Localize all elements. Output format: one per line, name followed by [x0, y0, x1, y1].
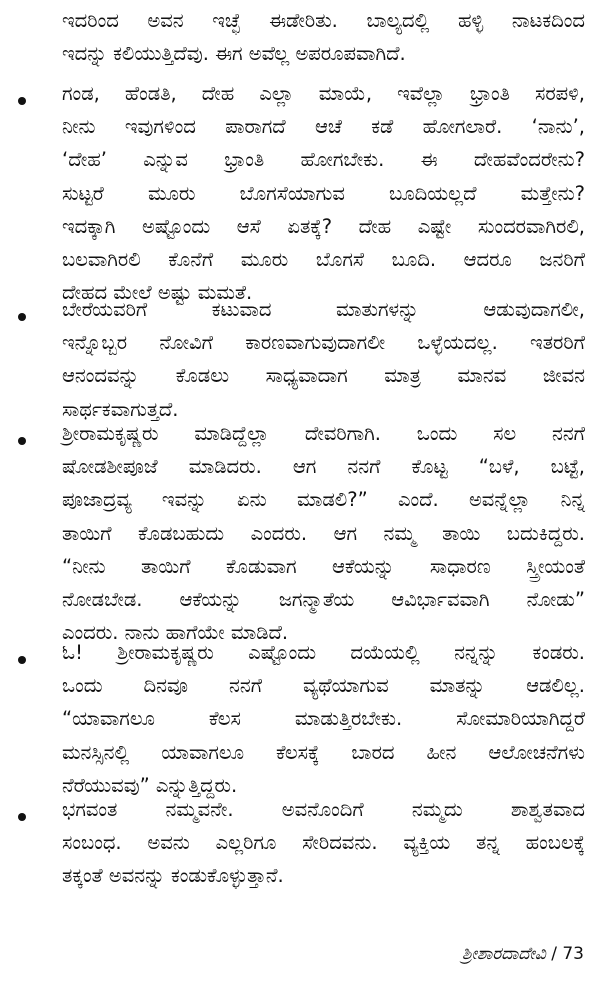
text-line: ಬಲವಾಗಿರಲಿ ಕೊನೆಗೆ ಮೂರು ಬೊಗಸೆ ಬೂದಿ. ಆದರೂ ಜನರಿಗೆ	[62, 248, 585, 272]
text-line: ಬೇರೆಯವರಿಗೆ ಕಟುವಾದ ಮಾತುಗಳನ್ನು ಆಡುವುದಾಗಲೀ,	[62, 298, 585, 321]
paragraph-intro	[62, 4, 585, 70]
text-line: ನೋಡಬೇಡ. ಆಕೆಯನ್ನು ಜಗನ್ಮಾತೆಯ ಆವಿರ್ಭಾವವಾಗಿ ನೋಡು”	[62, 588, 585, 612]
text-line: ಗಂಡ, ಹೆಂಡತಿ, ದೇಹ ಎಲ್ಲಾ ಮಾಯೆ, ಇವೆಲ್ಲಾ ಭ್ರಾಂತಿ ಸರಪಳಿ,	[62, 82, 585, 105]
text-line: ತಕ್ಕಂತೆ ಅವನನ್ನು ಕಂಡುಕೊಳ್ಳುತ್ತಾನೆ.	[62, 864, 284, 888]
text-line: “ನೀನು ತಾಯಿಗೆ ಕೊಡುವಾಗ ಆಕೆಯನ್ನು ಸಾಧಾರಣ ಸ್ತ್ರೀಯಂತೆ	[62, 554, 585, 578]
paragraph-bhagavanta	[62, 793, 585, 893]
text-line: ಸುಟ್ಟರೆ ಮೂರು ಬೊಗಸೆಯಾಗುವ ಬೂದಿಯಲ್ಲದೆ ಮತ್ತೇನು?	[62, 181, 585, 205]
text-line: ‘ದೇಹ’ ಎನ್ನುವ ಭ್ರಾಂತಿ ಹೋಗಬೇಕು. ಈ ದೇಹವೆಂದರೇನು?	[62, 148, 585, 172]
text-line: ಓ! ಶ್ರೀರಾಮಕೃಷ್ಣರು ಎಷ್ಟೊಂದು ದಯೆಯಲ್ಲಿ ನನ್ನನ್ನು ಕಂಡರು.	[62, 641, 585, 664]
paragraph-harsh-words	[62, 293, 585, 426]
bullet-point	[18, 656, 26, 664]
text-line: ಆನಂದವನ್ನು ಕೊಡಲು ಸಾಧ್ಯವಾದಾಗ ಮಾತ್ರ ಮಾನವ ಜೀವನ	[62, 364, 585, 388]
text-line: ಭಗವಂತ ನಮ್ಮವನೇ. ಅವನೊಂದಿಗೆ ನಮ್ಮದು ಶಾಶ್ವತವಾದ	[62, 798, 585, 821]
text-line: ಸಂಬಂಧ. ಅವನು ಎಲ್ಲರಿಗೂ ಸೇರಿದವನು. ವ್ಯಕ್ತಿಯ ತನ್ನ ಹಂಬಲಕ್ಕೆ	[62, 831, 585, 855]
text-line: ಷೋಡಶೀಪೂಜೆ ಮಾಡಿದರು. ಆಗ ನನಗೆ ಕೊಟ್ಟ “ಬಳೆ, ಬಟ್ಟೆ,	[62, 455, 585, 479]
bullet-point	[18, 313, 26, 321]
text-line: ಇದನ್ನು ಕಲಿಯುತ್ತಿದೆವು. ಈಗ ಅವೆಲ್ಲ ಅಪರೂಪವಾಗಿದೆ.	[62, 42, 406, 66]
bullet-point	[18, 437, 26, 445]
text-line: ಒಂದು ದಿನವೂ ನನಗೆ ವ್ಯಥೆಯಾಗುವ ಮಾತನ್ನು ಆಡಲಿಲ್ಲ.	[62, 674, 585, 698]
text-line: ಇದಕ್ಕಾಗಿ ಅಷ್ಟೊಂದು ಆಸೆ ಏತಕ್ಕೆ? ದೇಹ ಎಷ್ಟೇ ಸುಂದರವಾಗಿರಲಿ,	[62, 214, 585, 238]
bullet-point	[18, 813, 26, 821]
text-line: “ಯಾವಾಗಲೂ ಕೆಲಸ ಮಾಡುತ್ತಿರಬೇಕು. ಸೋಮಾರಿಯಾಗಿದ್ದರೆ	[62, 707, 585, 731]
text-line: ಮನಸ್ಸಿನಲ್ಲಿ ಯಾವಾಗಲೂ ಕೆಲಸಕ್ಕೆ ಬಾರದ ಹೀನ ಆಲೋಚನೆಗಳು	[62, 740, 585, 764]
text-line: ಶ್ರೀರಾಮಕೃಷ್ಣರು ಮಾಡಿದ್ದೆಲ್ಲಾ ದೇವರಿಗಾಗಿ. ಒಂದು ಸಲ ನನಗೆ	[62, 422, 585, 445]
footer-separator: /	[551, 944, 557, 964]
bullet-point	[18, 97, 26, 105]
text-line: ನೆರೆಯುವವು” ಎನ್ನುತ್ತಿದ್ದರು.	[62, 773, 238, 797]
text-line: ನೀನು ಇವುಗಳಿಂದ ಪಾರಾಗದೆ ಆಚೆ ಕಡೆ ಹೋಗಲಾರೆ. ‘ನಾನು’,	[62, 115, 585, 139]
text-line: ತಾಯಿಗೆ ಕೊಡಬಹುದು ಎಂದರು. ಆಗ ನಮ್ಮ ತಾಯಿ ಬದುಕಿದ್ದರು.	[62, 521, 585, 545]
page-footer	[462, 942, 584, 966]
paragraph-kindness	[62, 636, 585, 802]
text-line: ದೇಹದ ಮೇಲೆ ಅಷ್ಟು ಮಮತೆ.	[62, 281, 253, 305]
page-number: 73	[562, 944, 584, 964]
text-line: ಪೂಜಾದ್ರವ್ಯ ಇವನ್ನು ಏನು ಮಾಡಲಿ?” ಎಂದೆ. ಅವನ್ನೆಲ್ಲಾ ನಿನ್ನ	[62, 488, 585, 512]
paragraph-body-maya	[62, 77, 585, 309]
book-title: ಶ್ರೀಶಾರದಾದೇವಿ	[462, 944, 546, 964]
text-line: ಸಾರ್ಥಕವಾಗುತ್ತದೆ.	[62, 397, 179, 421]
text-line: ಇದರಿಂದ ಅವನ ಇಚ್ಛೆ ಈಡೇರಿತು. ಬಾಲ್ಯದಲ್ಲಿ ಹಳ್ಳಿ ನಾಟಕದಿಂದ	[62, 9, 585, 32]
text-line: ಇನ್ನೊಬ್ಬರ ನೋವಿಗೆ ಕಾರಣವಾಗುವುದಾಗಲೀ ಒಳ್ಳೆಯದಲ್ಲ. ಇತರರಿಗೆ	[62, 331, 585, 355]
paragraph-shodashi-puja	[62, 417, 585, 649]
text-line: ಎಂದರು. ನಾನು ಹಾಗೆಯೇ ಮಾಡಿದೆ.	[62, 621, 289, 645]
